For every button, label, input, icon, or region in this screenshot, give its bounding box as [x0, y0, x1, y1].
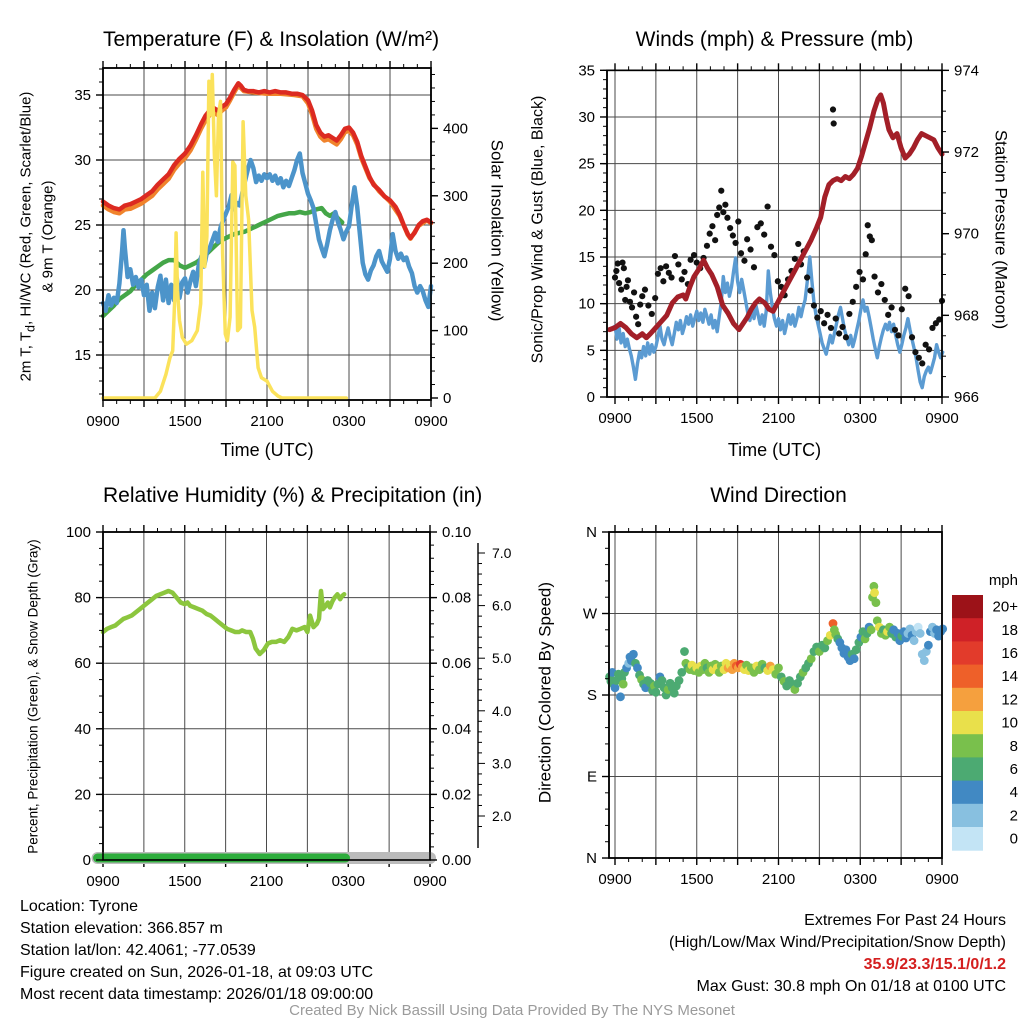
winds-x-axis-label: Time (UTC) — [727, 440, 822, 460]
legend-color-cell — [952, 641, 983, 665]
y-tick-label: 10 — [578, 295, 595, 313]
temperature-y-axis-label-pre: 2m T, T — [17, 331, 35, 382]
wind-direction-dot — [651, 688, 660, 697]
wind-direction-dot — [867, 625, 876, 634]
humidity-chart-title: Relative Humidity (%) & Precipitation (in) — [103, 484, 483, 507]
wind-direction-dot — [680, 647, 689, 656]
legend-label: 12 — [1001, 691, 1018, 709]
snow-tick-label: 3.0 — [492, 755, 512, 772]
y2-tick-label: 0.08 — [442, 589, 472, 607]
gust-dot — [828, 325, 834, 331]
gust-dot — [681, 269, 687, 275]
gust-dot — [637, 301, 643, 307]
gust-dot — [811, 302, 817, 308]
data-timestamp: Most recent data timestamp: 2026/01/18 09:00:00 — [20, 986, 374, 1003]
gust-dot — [712, 237, 718, 243]
gust-dot — [724, 215, 730, 221]
temperature-insolation-chart — [0, 0, 512, 470]
legend-color-cell — [952, 827, 983, 851]
series-relative-humidity — [103, 591, 344, 654]
station-elevation: Station elevation: 366.857 m — [20, 920, 223, 937]
wind-direction-dot — [774, 663, 783, 672]
gust-dot — [735, 218, 741, 224]
gust-dot — [765, 203, 771, 209]
y-tick-label: N — [586, 524, 597, 541]
gust-dot — [639, 293, 645, 299]
gust-dot — [856, 269, 862, 275]
gust-dot — [909, 334, 915, 340]
snow-tick-label: 4.0 — [492, 702, 512, 719]
station-location: Location: Tyrone — [20, 898, 139, 915]
gust-dot — [744, 236, 750, 242]
gust-dot — [730, 232, 736, 238]
gust-dot — [804, 274, 810, 280]
extremes-subtitle: (High/Low/Max Wind/Precipitation/Snow Depth) — [668, 934, 1006, 951]
gust-dot — [631, 289, 637, 295]
x-tick-label: 0900 — [598, 871, 632, 888]
wind-y-axis-label: Sonic/Prop Wind & Gust (Blue, Black) — [529, 95, 547, 364]
y-tick-label: 60 — [74, 655, 91, 673]
temperature-y-axis-label-sub: d — [23, 325, 38, 332]
gust-dot — [916, 355, 922, 361]
direction-y-axis-label: Direction (Colored By Speed) — [535, 581, 555, 804]
y2-tick-label: 966 — [954, 389, 980, 406]
snow-tick-label: 2.0 — [492, 808, 512, 824]
gust-dot — [912, 349, 918, 355]
gust-dot — [649, 311, 655, 317]
snow-tick-label: 7.0 — [492, 545, 512, 561]
y-tick-label: 0 — [586, 389, 595, 406]
gust-dot — [831, 120, 837, 126]
max-gust: Max Gust: 30.8 mph On 01/18 at 0100 UTC — [696, 978, 1006, 995]
gust-dot — [720, 209, 726, 215]
gust-dot — [619, 259, 625, 265]
wind-direction-dot — [675, 676, 684, 685]
pressure-y-axis-label: Station Pressure (Maroon) — [991, 129, 1011, 330]
gust-dot — [839, 324, 845, 330]
x-tick-label: 2100 — [761, 871, 796, 888]
snow-tick-label: 5.0 — [492, 650, 512, 667]
gust-dot — [625, 277, 631, 283]
y-tick-label: 25 — [578, 155, 595, 173]
x-tick-label: 1500 — [168, 413, 202, 430]
y-tick-label: 35 — [578, 62, 595, 80]
plot-border — [607, 70, 942, 397]
gust-dot — [655, 271, 661, 277]
y2-tick-label: 0.10 — [442, 524, 472, 541]
wind-direction-chart — [512, 470, 1024, 910]
y2-tick-label: 300 — [443, 187, 469, 205]
gust-dot — [716, 204, 722, 210]
gust-dot — [732, 240, 738, 246]
x-tick-label: 2100 — [250, 413, 284, 430]
gust-dot — [621, 265, 627, 271]
gust-dot — [814, 315, 820, 321]
gust-dot — [627, 299, 633, 305]
temperature-x-axis-label: Time (UTC) — [220, 440, 314, 460]
gust-dot — [888, 304, 894, 310]
y2-tick-label: 972 — [954, 144, 980, 162]
gust-dot — [899, 306, 905, 312]
temperature-y-axis-label-post: , HI/WC (Red, Green, Scarlet/Blue) — [17, 91, 35, 325]
gust-dot — [613, 268, 619, 274]
gust-dot — [751, 264, 757, 270]
y2-tick-label: 0.04 — [442, 720, 472, 738]
wind-direction-dot — [916, 629, 925, 638]
x-tick-label: 0300 — [331, 873, 365, 890]
wind-direction-dot — [619, 680, 628, 689]
x-tick-label: 0900 — [925, 871, 959, 888]
gust-dot — [629, 304, 635, 310]
gust-dot — [892, 327, 898, 333]
gust-dot — [722, 202, 728, 208]
wind-direction-dot — [850, 654, 859, 663]
y-tick-label: W — [582, 605, 597, 623]
y2-tick-label: 400 — [443, 120, 469, 138]
gust-dot — [843, 334, 849, 340]
insolation-y-axis-label: Solar Insolation (Yellow) — [487, 139, 507, 322]
legend-color-cell — [952, 804, 983, 828]
gust-dot — [846, 311, 852, 317]
extremes-title: Extremes For Past 24 Hours — [804, 912, 1006, 929]
x-tick-label: 0300 — [332, 413, 366, 430]
legend-label: 20+ — [992, 598, 1018, 616]
gust-dot — [623, 284, 629, 290]
y-tick-label: 80 — [74, 589, 91, 607]
extremes-block — [506, 910, 1006, 998]
gust-dot — [738, 250, 744, 256]
wind-direction-dot — [920, 656, 929, 665]
y-tick-label: N — [586, 850, 597, 868]
x-tick-label: 1500 — [680, 871, 714, 888]
x-tick-label: 0900 — [925, 410, 959, 427]
y-tick-label: 40 — [74, 720, 91, 738]
gust-dot — [818, 308, 824, 314]
gust-dot — [758, 220, 764, 226]
gust-dot — [704, 243, 710, 249]
extremes-values: 35.9/23.3/15.1/0/1.2 — [863, 956, 1006, 973]
y2-tick-label: 968 — [954, 307, 980, 325]
y2-tick-label: 0.02 — [442, 786, 472, 804]
gust-dot — [635, 321, 641, 327]
gust-dot — [768, 244, 774, 250]
y2-tick-label: 974 — [954, 62, 980, 80]
gust-dot — [771, 252, 777, 258]
gust-dot — [863, 251, 869, 257]
gust-dot — [853, 284, 859, 290]
y-tick-label: 15 — [74, 347, 91, 364]
y2-tick-label: 0.00 — [442, 852, 472, 869]
winds-pressure-chart — [512, 0, 1024, 470]
gust-dot — [875, 289, 881, 295]
wind-direction-dot — [616, 692, 625, 701]
gust-dot — [672, 253, 678, 259]
y2-tick-label: 0 — [443, 390, 452, 407]
x-tick-label: 0300 — [843, 871, 877, 888]
legend-label: 0 — [1009, 830, 1018, 848]
legend-label: 10 — [1001, 714, 1018, 732]
y-tick-label: 25 — [74, 217, 91, 234]
wind-direction-dot — [629, 650, 638, 659]
y-tick-label: 30 — [74, 152, 91, 169]
gust-dot — [895, 332, 901, 338]
y-tick-label: 35 — [74, 87, 91, 104]
gust-dot — [795, 241, 801, 247]
legend-label: 14 — [1001, 668, 1018, 686]
gust-dot — [878, 281, 884, 287]
gust-dot — [926, 346, 932, 352]
gust-dot — [836, 330, 842, 336]
legend-label: 8 — [1009, 737, 1018, 755]
wind-direction-chart-title: Wind Direction — [710, 484, 847, 507]
gust-dot — [668, 274, 674, 280]
y2-tick-label: 200 — [443, 255, 469, 273]
wind-direction-dot — [872, 598, 881, 607]
gust-dot — [679, 276, 685, 282]
figure-created: Figure created on Sun, 2026-01-18, at 09:03 UTC — [20, 964, 374, 981]
credit-line: Created By Nick Bassill Using Data Provided By The NYS Mesonet — [289, 1002, 735, 1019]
legend-color-cell — [952, 618, 983, 642]
wind-direction-dot — [924, 641, 933, 650]
gust-dot — [633, 314, 639, 320]
x-tick-label: 2100 — [761, 410, 796, 427]
gust-dot — [830, 106, 836, 112]
gust-dot — [869, 237, 875, 243]
gust-dot — [660, 278, 666, 284]
gust-dot — [775, 278, 781, 284]
gust-dot — [612, 274, 618, 280]
gust-dot — [675, 261, 681, 267]
y-tick-label: 100 — [65, 524, 91, 541]
footer-info-block — [20, 896, 373, 1006]
legend-color-cell — [952, 711, 983, 735]
legend-color-cell — [952, 665, 983, 689]
gust-dot — [642, 287, 648, 293]
y-tick-label: S — [586, 687, 597, 705]
x-tick-label: 0300 — [843, 410, 877, 427]
x-tick-label: 1500 — [168, 873, 202, 890]
gust-dot — [645, 302, 651, 308]
wind-direction-dot — [910, 636, 919, 645]
temperature-chart-title: Temperature (F) & Insolation (W/m²) — [103, 28, 440, 51]
y-tick-label: 20 — [578, 202, 595, 220]
legend-title: mph — [988, 572, 1018, 589]
legend-label: 4 — [1009, 784, 1018, 802]
gust-dot — [860, 276, 866, 282]
gust-dot — [882, 297, 888, 303]
gust-dot — [906, 293, 912, 299]
y-tick-label: 20 — [74, 282, 91, 299]
gust-dot — [714, 212, 720, 218]
gust-dot — [761, 231, 767, 237]
gust-dot — [807, 287, 813, 293]
gust-dot — [618, 287, 624, 293]
x-tick-label: 0900 — [86, 413, 120, 430]
gust-dot — [885, 312, 891, 318]
snow-tick-label: 6.0 — [492, 597, 512, 614]
gust-dot — [792, 256, 798, 262]
gust-dot — [871, 273, 877, 279]
winds-chart-title: Winds (mph) & Pressure (mb) — [635, 28, 914, 51]
legend-color-cell — [952, 688, 983, 712]
y-tick-label: 30 — [578, 108, 595, 126]
y2-tick-label: 100 — [443, 322, 469, 340]
y2-tick-label: 0.06 — [442, 655, 472, 673]
x-tick-label: 0900 — [414, 413, 448, 430]
y-tick-label: 20 — [74, 786, 91, 804]
gust-dot — [663, 263, 669, 269]
gust-dot — [865, 222, 871, 228]
gust-dot — [747, 246, 753, 252]
gust-dot — [658, 265, 664, 271]
y-tick-label: 15 — [578, 248, 595, 266]
y2-tick-label: 970 — [954, 225, 980, 243]
plot-border — [607, 70, 942, 397]
legend-label: 6 — [1009, 761, 1018, 778]
gust-dot — [821, 320, 827, 326]
temperature-y-axis-label — [18, 57, 57, 417]
gust-dot — [691, 252, 697, 258]
humidity-precip-chart — [0, 470, 512, 910]
gust-dot — [652, 295, 658, 301]
gust-dot — [850, 299, 856, 305]
gust-dot — [741, 258, 747, 264]
gust-dot — [718, 188, 724, 194]
x-tick-label: 0900 — [413, 873, 447, 890]
legend-label: 2 — [1009, 807, 1018, 825]
gust-dot — [709, 223, 715, 229]
y-tick-label: 0 — [82, 852, 91, 869]
gust-dot — [833, 315, 839, 321]
wind-direction-dot — [870, 588, 879, 597]
gust-dot — [902, 286, 908, 292]
x-tick-label: 1500 — [680, 410, 714, 427]
gust-dot — [727, 225, 733, 231]
y-tick-label: 5 — [586, 342, 595, 360]
gust-dot — [707, 231, 713, 237]
x-tick-label: 2100 — [249, 873, 284, 890]
gust-dot — [824, 312, 830, 318]
humidity-y-axis-label: Percent, Precipitation (Green), & Snow Depth (Gray) — [25, 539, 41, 854]
x-tick-label: 0900 — [598, 410, 632, 427]
y-tick-label: E — [586, 768, 597, 786]
legend-label: 18 — [1001, 621, 1018, 639]
x-tick-label: 0900 — [86, 873, 120, 890]
legend-label: 16 — [1001, 645, 1018, 662]
gust-dot — [919, 360, 925, 366]
legend-color-cell — [952, 734, 983, 758]
legend-color-cell — [952, 595, 983, 619]
gust-dot — [616, 280, 622, 286]
legend-color-cell — [952, 781, 983, 805]
temperature-y-axis-label-line2: & 9m T (Orange) — [39, 180, 57, 293]
series-pressure — [610, 95, 943, 338]
station-latlon: Station lat/lon: 42.4061; -77.0539 — [20, 942, 256, 959]
legend-color-cell — [952, 757, 983, 781]
